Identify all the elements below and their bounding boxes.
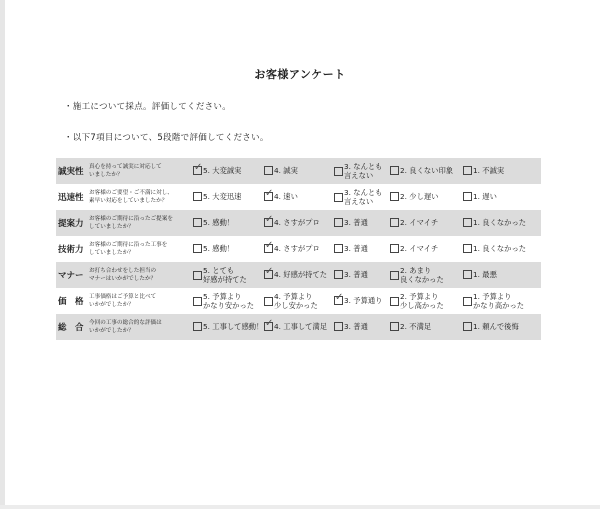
- option-label: 2. 予算より 少し高かった: [400, 291, 444, 310]
- rating-option[interactable]: [390, 244, 463, 253]
- check-mark-icon: ✓: [335, 292, 344, 304]
- checkbox[interactable]: [463, 270, 472, 279]
- option-label: 5. 工事して感動！: [203, 322, 264, 332]
- row-question: 真心を持って誠実に対応して いましたか？: [89, 163, 162, 178]
- survey-row: [56, 288, 541, 314]
- row-category: 誠実性: [58, 167, 84, 177]
- checkbox[interactable]: [390, 322, 399, 331]
- option-label: 1. 良くなかった: [473, 218, 527, 228]
- checkbox[interactable]: [390, 271, 399, 280]
- rating-option[interactable]: [334, 162, 390, 180]
- rating-option[interactable]: [334, 244, 390, 253]
- instruction-note: ・以下7項目について、5段階で評価してください。: [64, 133, 269, 143]
- rating-option[interactable]: [390, 292, 463, 310]
- rating-option[interactable]: [193, 192, 264, 201]
- rating-option[interactable]: [463, 218, 527, 228]
- rating-option[interactable]: [334, 322, 390, 331]
- rating-option[interactable]: [193, 322, 264, 331]
- rating-option[interactable]: [390, 218, 463, 227]
- rating-option[interactable]: [264, 292, 334, 310]
- checkbox[interactable]: [193, 192, 202, 201]
- row-category: 価 格: [58, 297, 84, 307]
- rating-option[interactable]: [390, 322, 463, 331]
- rating-option[interactable]: [463, 270, 523, 279]
- checkbox[interactable]: [390, 192, 399, 201]
- checkbox[interactable]: [334, 218, 343, 227]
- checkbox[interactable]: [334, 270, 343, 279]
- survey-table: [56, 158, 541, 340]
- option-label: 4. 誠実: [274, 166, 298, 176]
- check-mark-icon: ✓: [265, 214, 274, 226]
- option-label: 4. 好感が持てた: [274, 270, 328, 280]
- option-label: 2. あまり 良くなかった: [400, 265, 444, 284]
- row-category: 総 合: [58, 323, 84, 333]
- row-question: お客様のご期待に沿った工事を していましたか？: [89, 241, 168, 256]
- row-category: 迅速性: [58, 193, 84, 203]
- rating-option[interactable]: [264, 188, 334, 202]
- check-mark-icon: ✓: [265, 318, 274, 330]
- rating-option[interactable]: [264, 214, 334, 228]
- option-label: 3. 普通: [344, 244, 368, 254]
- checkbox[interactable]: [463, 218, 472, 227]
- option-label: 4. 工事して満足: [274, 322, 328, 332]
- survey-row: [56, 184, 541, 210]
- check-mark-icon: ✓: [265, 266, 274, 278]
- rating-option[interactable]: [334, 270, 390, 279]
- rating-option[interactable]: [390, 266, 463, 284]
- checkbox[interactable]: [463, 244, 472, 253]
- option-label: 2. イマイチ: [400, 244, 439, 254]
- row-question: お客様のご期待に沿ったご提案を していましたか？: [89, 215, 173, 230]
- rating-option[interactable]: [193, 162, 264, 176]
- rating-option[interactable]: [334, 292, 390, 306]
- check-mark-icon: ✓: [194, 162, 203, 174]
- option-label: 3. 普通: [344, 322, 368, 332]
- survey-row: [56, 262, 541, 288]
- instruction-note: ・施工について採点。評価してください。: [64, 102, 232, 112]
- option-label: 5. 大変誠実: [203, 166, 242, 176]
- rating-option[interactable]: [334, 188, 390, 206]
- row-category: 提案力: [58, 219, 84, 229]
- rating-option[interactable]: [334, 218, 390, 227]
- checkbox[interactable]: [193, 271, 202, 280]
- survey-row: [56, 210, 541, 236]
- survey-row: [56, 158, 541, 184]
- option-label: 5. 感動！: [203, 218, 235, 228]
- rating-option[interactable]: [264, 318, 334, 332]
- check-mark-icon: ✓: [265, 240, 274, 252]
- option-label: 4. さすがプロ: [274, 218, 320, 228]
- rating-option[interactable]: [463, 244, 527, 254]
- option-label: 1. 最悪: [473, 270, 497, 280]
- page-title: お客様アンケート: [254, 68, 346, 81]
- rating-option[interactable]: [390, 166, 463, 175]
- option-label: 2. イマイチ: [400, 218, 439, 228]
- checkbox[interactable]: [264, 166, 273, 175]
- checkbox[interactable]: [334, 167, 343, 176]
- option-label: 5. 感動！: [203, 244, 235, 254]
- checkbox[interactable]: [264, 266, 274, 279]
- checkbox[interactable]: [264, 240, 274, 253]
- option-label: 1. 遅い: [473, 192, 497, 202]
- checkbox[interactable]: [463, 192, 472, 201]
- option-label: 1. 良くなかった: [473, 244, 527, 254]
- option-label: 2. 少し遅い: [400, 192, 439, 202]
- row-question: 今回の工事の総合的な評価は いかがでしたか？: [89, 319, 162, 334]
- checkbox[interactable]: [334, 292, 344, 305]
- rating-option[interactable]: [193, 292, 264, 310]
- checkbox[interactable]: [193, 218, 202, 227]
- option-label: 2. 良くない印象: [400, 166, 454, 176]
- checkbox[interactable]: [463, 297, 472, 306]
- checkbox[interactable]: [264, 297, 273, 306]
- rating-option[interactable]: [193, 218, 264, 227]
- row-category: 技術力: [58, 245, 84, 255]
- option-label: 1. 不誠実: [473, 166, 505, 176]
- survey-row: [56, 314, 541, 340]
- checkbox[interactable]: [264, 188, 274, 201]
- rating-option[interactable]: [463, 292, 523, 310]
- checkbox[interactable]: [193, 162, 203, 175]
- row-category: マナー: [58, 271, 84, 281]
- option-label: 1. 頼んで後悔: [473, 322, 519, 332]
- checkbox[interactable]: [463, 166, 472, 175]
- checkbox[interactable]: [463, 322, 472, 331]
- option-label: 3. なんとも 言えない: [344, 161, 383, 180]
- row-question: 工事価格はご予算と比べて いかがでしたか？: [89, 293, 157, 308]
- option-label: 3. 普通: [344, 218, 368, 228]
- option-label: 3. なんとも 言えない: [344, 187, 383, 206]
- rating-option[interactable]: [463, 166, 523, 175]
- checkbox[interactable]: [334, 322, 343, 331]
- checkbox[interactable]: [390, 218, 399, 227]
- checkbox[interactable]: [390, 244, 399, 253]
- rating-option[interactable]: [463, 322, 523, 331]
- option-label: 3. 予算通り: [344, 296, 383, 306]
- rating-option[interactable]: [264, 240, 334, 254]
- checkbox[interactable]: [334, 193, 343, 202]
- rating-option[interactable]: [193, 266, 264, 284]
- option-label: 3. 普通: [344, 270, 368, 280]
- checkbox[interactable]: [193, 322, 202, 331]
- checkbox[interactable]: [193, 244, 202, 253]
- option-label: 4. さすがプロ: [274, 244, 320, 254]
- check-mark-icon: ✓: [265, 188, 274, 200]
- checkbox[interactable]: [193, 297, 202, 306]
- rating-option[interactable]: [390, 192, 463, 201]
- checkbox[interactable]: [334, 244, 343, 253]
- checkbox[interactable]: [390, 297, 399, 306]
- rating-option[interactable]: [264, 266, 334, 280]
- checkbox[interactable]: [264, 214, 274, 227]
- checkbox[interactable]: [264, 318, 274, 331]
- checkbox[interactable]: [390, 166, 399, 175]
- survey-row: [56, 236, 541, 262]
- option-label: 5. 大変迅速: [203, 192, 242, 202]
- rating-option[interactable]: [463, 192, 523, 201]
- option-label: 4. 速い: [274, 192, 298, 202]
- row-question: お打ち合わせをした担当の マナーはいかがでしたか？: [89, 267, 157, 282]
- option-label: 5. とても 好感が持てた: [203, 265, 247, 284]
- row-question: お客様のご要望・ご不満に対し、 素早い対応をしていましたか？: [89, 189, 173, 204]
- option-label: 5. 予算より かなり安かった: [203, 291, 255, 310]
- rating-option[interactable]: [193, 244, 264, 253]
- option-label: 1. 予算より かなり高かった: [473, 291, 525, 310]
- option-label: 2. 不満足: [400, 322, 432, 332]
- page-bottom-edge: [0, 505, 600, 509]
- option-label: 4. 予算より 少し安かった: [274, 291, 318, 310]
- rating-option[interactable]: [264, 166, 334, 175]
